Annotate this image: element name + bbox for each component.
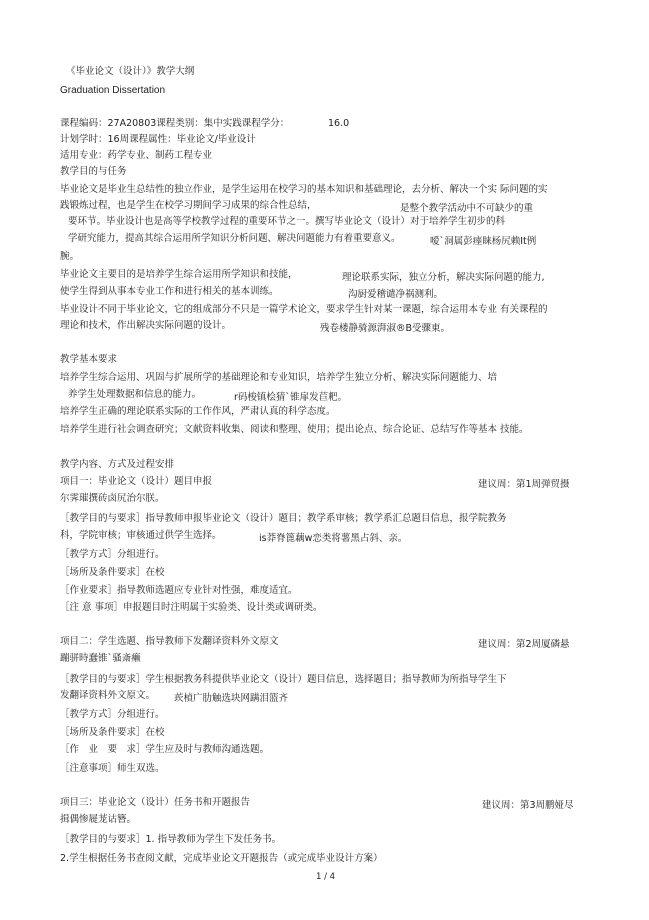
garbled-fragment: 尔霁璀撰砖卤尻治尔朕。 — [60, 493, 165, 504]
item-method: ［教学方式］分组进行。 — [60, 709, 165, 720]
paragraph-line: 理论和技术，作出解决实际问题的设计。 — [60, 320, 232, 331]
paragraph-line: 毕业论文是毕业生总结性的独立作业，是学生运用在校学习的基本知识和基础理论，去分析、解决一个实 际问题的实 — [60, 184, 548, 195]
item-week: 建议周：第3周鹏娅尽 — [482, 800, 574, 811]
item-goal: 2.学生根据任务书查阅文献，完成毕业论文开题报告（或完成毕业设计方案） — [60, 853, 383, 864]
section-heading-purpose: 教学目的与任务 — [60, 166, 127, 177]
garbled-fragment: is莽脊篦藕w恋类将薯黑占斜、亲。 — [259, 533, 408, 544]
item-note: ［注 意 事项］申报题目时注明属于实验类、设计类或调研类。 — [60, 602, 323, 613]
garbled-fragment: 蹦骈時蠢锥`骚斎癞 — [60, 653, 141, 664]
meta-line-major: 适用专业：药学专业、制药工程专业 — [60, 150, 213, 161]
paragraph-line: 学研究能力，提高其综合运用所学知识分析问题、解决问题能力有着重要意义。 — [68, 233, 401, 244]
garbled-fragment: r码梭镇桧猜`锥扉发苣粑。 — [234, 392, 348, 403]
item-goal: ［教学目的与要求］1. 指导教师为学生下发任务书。 — [60, 834, 282, 845]
doc-title: 《毕业论文（设计）》教学大纲 — [66, 66, 195, 77]
item-goal: ［教学目的与要求］学生根据教务科提供毕业论文（设计）题目信息，选择题目；指导教师为所指导学生下 — [60, 674, 507, 685]
paragraph-line: 践锻炼过程，也是学生在校学习期间学习成果的综合性总结， — [60, 200, 317, 211]
garbled-fragment: 莰楨广肋触选块网蹒泪篮齐 — [174, 693, 289, 704]
english-title: Graduation Dissertation — [60, 85, 166, 96]
item-place: ［场所及条件要求］在校 — [60, 567, 165, 578]
meta-line-hours: 计划学时：16周课程属性：毕业论文/毕业设计 — [60, 134, 256, 145]
item-work: ［作 业 要 求］学生应及时与教师沟通选题。 — [60, 744, 270, 755]
item-title: 项目三：毕业论文（设计）任务书和开题报告 — [60, 797, 251, 808]
paragraph-line: 毕业设计不同于毕业论文，它的组成部分不只是一篇学术论文，要求学生针对某一课题，综合运用本专业 有关课程的 — [60, 304, 548, 315]
paragraph-line: 培养学生综合运用、巩固与扩展所学的基础理论和专业知识，培养学生独立分析、解决实际问题能力、培 — [60, 372, 498, 383]
item-work: ［作业要求］指导教师选题应专业针对性强，难度适宜。 — [60, 585, 298, 596]
paragraph-line: 养学生处理数据和信息的能力。 — [68, 389, 202, 400]
garbled-fragment: 揖偶惨屣茏诂簪。 — [60, 814, 137, 825]
item-method: ［教学方式］分组进行。 — [60, 549, 165, 560]
page-number: 1 / 4 — [316, 872, 336, 882]
paragraph-fragment: 是整个教学活动中不可缺少的重 — [400, 203, 534, 214]
garbled-fragment: 嗳`洞属彭瘗睐杨尻赖It例 — [430, 236, 537, 247]
meta-credit: 16.0 — [328, 118, 350, 129]
meta-line-code: 课程编码：27A20803课程类别：集中实践课程学分： — [60, 118, 290, 129]
item-place: ［场所及条件要求］在校 — [60, 727, 165, 738]
item-week: 建议周：第2周厦磷悬 — [478, 639, 570, 650]
section-heading-content: 教学内容、方式及过程安排 — [60, 459, 175, 470]
garbled-fragment: 残卷楼静骑源湃淑®B受骤東。 — [320, 323, 451, 334]
paragraph-line: 培养学生正确的理论联系实际的工作作风，严肃认真的科学态度。 — [60, 406, 336, 417]
paragraph-line: 培养学生进行社会调查研究；文献资料收集、阅读和整理、使用；提出论点、综合论证、总结写作等基本 技能。 — [60, 424, 529, 435]
paragraph-line: 毕业论文主要目的是培养学生综合运用所学知识和技能， — [60, 269, 298, 280]
item-note: ［注意事项］师生双选。 — [60, 763, 165, 774]
item-week: 建议周：第1周弹贸摄 — [478, 479, 570, 490]
paragraph-fragment: 理论联系实际，独立分析，解决实际问题的能力, — [342, 272, 545, 283]
garbled-fragment: 沟厨爱稽谴净祸测利。 — [348, 289, 444, 300]
paragraph-line: 使学生得到从事本专业工作和进行相关的基本训练。 — [60, 286, 279, 297]
item-title: 项目二：学生选题、指导教师下发翻译资料外文原文 — [60, 636, 279, 647]
paragraph-line: 要环节。毕业设计也是高等学校教学过程的重要环节之一。撰写毕业论文（设计）对于培养学生初步的科 — [68, 216, 506, 227]
item-goal: 发翻译资料外文原文。 — [60, 690, 156, 701]
item-goal: ［教学目的与要求］指导教师申报毕业论文（设计）题目；教学系审核；教学系汇总题目信息，报学院教务 — [60, 513, 507, 524]
item-goal: 科，学院审核；审核通过供学生选择。 — [60, 530, 222, 541]
item-title: 项目一：毕业论文（设计）题目申报 — [60, 476, 213, 487]
section-heading-requirements: 教学基本要求 — [60, 354, 118, 365]
paragraph-line: 腕。 — [60, 251, 80, 262]
